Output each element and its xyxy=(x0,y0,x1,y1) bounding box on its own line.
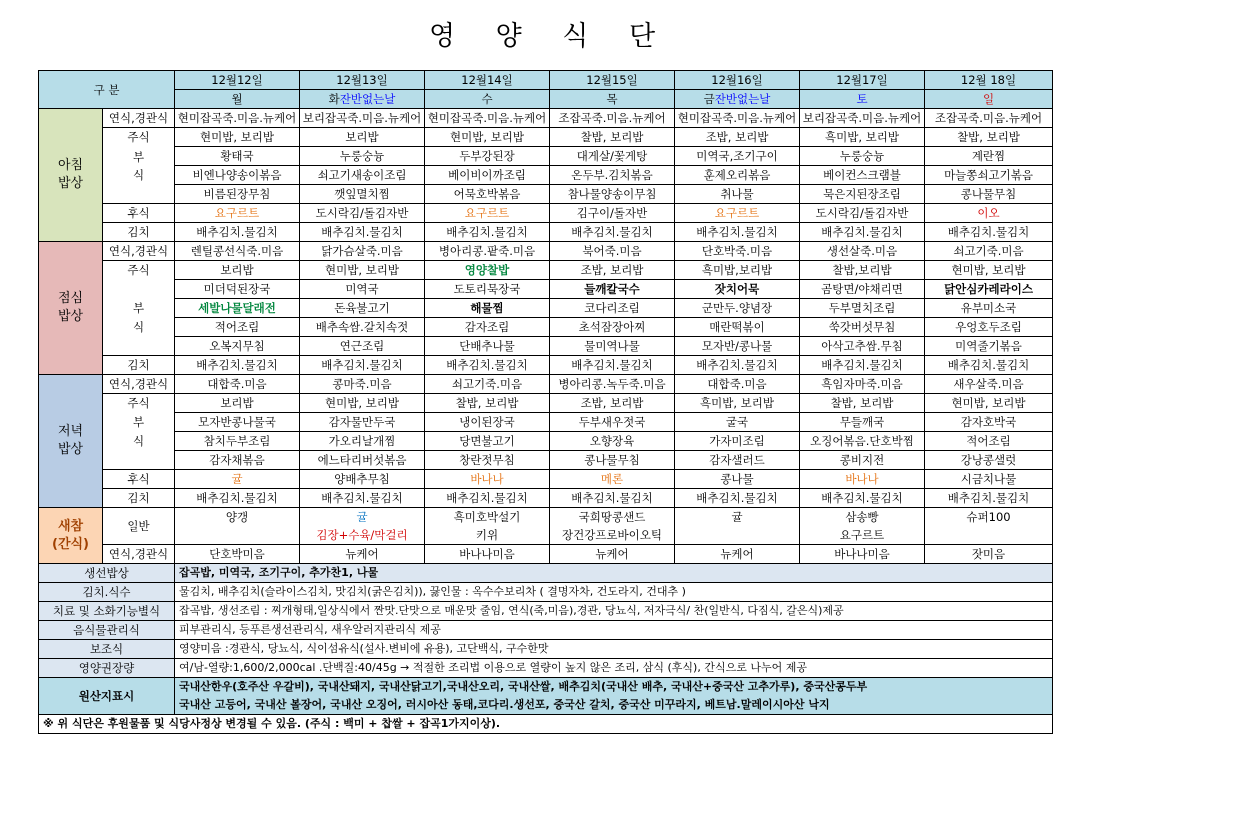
menu-item: 적어조림 xyxy=(175,318,300,337)
menu-item: 귤 xyxy=(300,508,425,527)
header-date: 12월17일 xyxy=(800,71,925,90)
day-note: 잔반없는날 xyxy=(714,92,771,106)
menu-item: 현미밥, 보리밥 xyxy=(300,394,425,413)
menu-item: 감자호박국 xyxy=(925,413,1053,432)
menu-item: 귤 xyxy=(675,508,800,527)
dinner-meal-label xyxy=(39,375,103,508)
menu-item: 유부미소국 xyxy=(925,299,1053,318)
header-day xyxy=(550,90,675,109)
menu-item: 요구르트 xyxy=(425,204,550,223)
header-day xyxy=(175,90,300,109)
category-label: 김치 xyxy=(103,356,175,375)
menu-item: 두부멸치조림 xyxy=(800,299,925,318)
category-label xyxy=(103,147,175,185)
menu-item: 배추김치.물김치 xyxy=(300,223,425,242)
menu-item: 바나나 xyxy=(800,470,925,489)
menu-item: 우엉호두조림 xyxy=(925,318,1053,337)
menu-item: 잣미음 xyxy=(925,545,1053,564)
info-text: 물김치, 배추김치(슬라이스김치, 맛김치(굵은김치)), 끓인물 : 옥수수보리차 ( 결명자차, 건도라지, 건대추 ) xyxy=(175,583,1053,602)
menu-item: 도시락김/돌김자반 xyxy=(800,204,925,223)
menu-item: 양갱 xyxy=(175,508,300,527)
menu-item: 무들깨국 xyxy=(800,413,925,432)
category-label: 식 xyxy=(103,432,175,451)
menu-item: 황태국 xyxy=(175,147,300,166)
menu-item: 귤 xyxy=(175,470,300,489)
menu-item: 현미밥, 보리밥 xyxy=(175,128,300,147)
menu-item: 모자반콩나물국 xyxy=(175,413,300,432)
menu-item: 에느타리버섯볶음 xyxy=(300,451,425,470)
info-text: 잡곡밥, 미역국, 조기구이, 추가찬1, 나물 xyxy=(175,564,1053,583)
menu-item: 감자조림 xyxy=(425,318,550,337)
category-label: 후식 xyxy=(103,470,175,489)
menu-item: 배추김치.물김치 xyxy=(800,223,925,242)
menu-item: 배추김치.물김치 xyxy=(550,223,675,242)
menu-item: 온두부.김치볶음 xyxy=(550,166,675,185)
menu-item: 조밥, 보리밥 xyxy=(550,394,675,413)
menu-item: 단호박미음 xyxy=(175,545,300,564)
menu-item: 새우살죽.미음 xyxy=(925,375,1053,394)
menu-item: 배추김치.물김치 xyxy=(175,489,300,508)
menu-item: 배추속쌈.갈치속젓 xyxy=(300,318,425,337)
menu-item: 강낭콩샐럿 xyxy=(925,451,1053,470)
category-label: 부 xyxy=(103,413,175,432)
header-day xyxy=(800,90,925,109)
menu-item: 아삭고추쌈.무침 xyxy=(800,337,925,356)
menu-item: 닭안심카레라이스 xyxy=(925,280,1053,299)
day-label: 월 xyxy=(231,92,243,106)
menu-item: 김구이/돌자반 xyxy=(550,204,675,223)
menu-item: 콩나물무침 xyxy=(925,185,1053,204)
menu-item: 키위 xyxy=(425,526,550,545)
menu-item xyxy=(925,526,1053,545)
footnote: ※ 위 식단은 후원물품 및 식당사정상 변경될 수 있음. (주식 : 백미 + 찹쌀 + 잡곡1가지이상). xyxy=(39,715,1053,734)
menu-item: 보리밥 xyxy=(300,128,425,147)
meal-label-line: 아침 xyxy=(57,158,84,173)
menu-item: 매란떡볶이 xyxy=(675,318,800,337)
menu-item: 가자미조림 xyxy=(675,432,800,451)
menu-item: 뉴케어 xyxy=(675,545,800,564)
meal-label-line: 점심 xyxy=(57,291,84,306)
info-label: 음식물관리식 xyxy=(39,621,175,640)
meal-label-line: 밥상 xyxy=(57,309,84,324)
menu-item: 배추김치.물김치 xyxy=(675,356,800,375)
menu-item: 비엔나양송이볶음 xyxy=(175,166,300,185)
menu-item: 두부강된장 xyxy=(425,147,550,166)
header-date: 12월14일 xyxy=(425,71,550,90)
menu-item: 닭가슴살죽.미음 xyxy=(300,242,425,261)
menu-item: 배추김치.물김치 xyxy=(425,489,550,508)
menu-item: 누룽숭늉 xyxy=(800,147,925,166)
menu-item: 배추김치.물김치 xyxy=(925,223,1053,242)
page-title: 영 양 식 단 xyxy=(428,21,672,52)
menu-item: 현미잡곡죽.미음.뉴케어 xyxy=(425,109,550,128)
menu-item: 바나나미음 xyxy=(425,545,550,564)
menu-item: 단배추나물 xyxy=(425,337,550,356)
menu-item: 대게살/꽃게탕 xyxy=(550,147,675,166)
menu-item xyxy=(675,526,800,545)
menu-item: 병아리콩.팥죽.미음 xyxy=(425,242,550,261)
menu-item: 찰밥, 보리밥 xyxy=(800,394,925,413)
menu-item: 생선살죽.미음 xyxy=(800,242,925,261)
info-text: 여/남-열량:1,600/2,000cal .단백질:40/45g → 적절한 조리법 이용으로 열량이 높지 않은 조리, 삼식 (후식), 간식으로 나누어 제공 xyxy=(175,659,1053,678)
category-label xyxy=(103,280,175,299)
menu-item: 보리잡곡죽.미음.뉴케어 xyxy=(800,109,925,128)
menu-item: 렌틸콩선식죽.미음 xyxy=(175,242,300,261)
info-label: 김치.식수 xyxy=(39,583,175,602)
menu-item: 배추김치.물김치 xyxy=(300,489,425,508)
menu-item: 뉴케어 xyxy=(550,545,675,564)
menu-item: 쇠고기새송이조림 xyxy=(300,166,425,185)
menu-item: 오향장육 xyxy=(550,432,675,451)
category-label xyxy=(103,337,175,356)
menu-item: 찰밥,보리밥 xyxy=(800,261,925,280)
category-label: 주식 xyxy=(103,128,175,147)
menu-item: 곰탕면/야채리면 xyxy=(800,280,925,299)
menu-item: 양배추무침 xyxy=(300,470,425,489)
header-date: 12월13일 xyxy=(300,71,425,90)
menu-item: 보리밥 xyxy=(175,261,300,280)
category-label: 연식,경관식 xyxy=(103,242,175,261)
menu-item: 베이비이까조림 xyxy=(425,166,550,185)
menu-item: 바나나미음 xyxy=(800,545,925,564)
menu-item: 오복지무침 xyxy=(175,337,300,356)
info-text: 잡곡밥, 생선조림 : 찌개형태,일상식에서 짠맛.단맛으로 매운맛 줄임, 연식(죽,미음),경관, 당뇨식, 저자극식/ 찬(일반식, 다짐식, 갈은식)제공 xyxy=(175,602,1053,621)
menu-item: 콩비지전 xyxy=(800,451,925,470)
info-label: 영양권장량 xyxy=(39,659,175,678)
menu-item: 배추김치.물김치 xyxy=(800,356,925,375)
menu-item: 배추김치.물김치 xyxy=(550,356,675,375)
menu-item: 조밥, 보리밥 xyxy=(675,128,800,147)
menu-item: 요구르트 xyxy=(800,526,925,545)
menu-item: 취나물 xyxy=(675,185,800,204)
menu-item: 콩나물무침 xyxy=(550,451,675,470)
menu-item: 깻잎멸치찜 xyxy=(300,185,425,204)
menu-item: 적어조림 xyxy=(925,432,1053,451)
menu-item: 찰밥, 보리밥 xyxy=(925,128,1053,147)
header-date: 12월 18일 xyxy=(925,71,1053,90)
category-label: 일반 xyxy=(103,508,175,545)
menu-item: 배추김치.물김치 xyxy=(925,356,1053,375)
menu-item: 배추김치.물김치 xyxy=(675,223,800,242)
menu-item: 잣치어묵 xyxy=(675,280,800,299)
menu-item: 배추김치.물김치 xyxy=(925,489,1053,508)
menu-item: 흑미밥, 보리밥 xyxy=(800,128,925,147)
menu-item: 콩나물 xyxy=(675,470,800,489)
menu-item: 병아리콩.녹두죽.미음 xyxy=(550,375,675,394)
header-day xyxy=(925,90,1053,109)
menu-item: 미더덕된장국 xyxy=(175,280,300,299)
meal-label-line: 저녁 xyxy=(57,424,84,439)
menu-item: 요구르트 xyxy=(175,204,300,223)
menu-item: 참나물양송이무침 xyxy=(550,185,675,204)
menu-item: 당면불고기 xyxy=(425,432,550,451)
menu-item: 흑임자마죽.미음 xyxy=(800,375,925,394)
menu-item: 현미잡곡죽.미음.뉴케어 xyxy=(175,109,300,128)
menu-item: 세발나물달래전 xyxy=(175,299,300,318)
info-text: 영양미음 :경관식, 당뇨식, 식이섬유식(설사.변비에 유용), 고단백식, 구수한맛 xyxy=(175,640,1053,659)
header-day xyxy=(300,90,425,109)
menu-item: 북어죽.미음 xyxy=(550,242,675,261)
menu-item: 장건강프로바이오틱 xyxy=(550,526,675,545)
menu-item: 묵은지된장조림 xyxy=(800,185,925,204)
menu-item: 미역국 xyxy=(300,280,425,299)
menu-item: 쇠고기죽.미음 xyxy=(925,242,1053,261)
menu-item: 배추김치.물김치 xyxy=(800,489,925,508)
menu-item: 물미역나물 xyxy=(550,337,675,356)
meal-label-line: 밥상 xyxy=(57,176,84,191)
menu-item: 돈육불고기 xyxy=(300,299,425,318)
menu-item: 해물찜 xyxy=(425,299,550,318)
menu-item: 삼송빵 xyxy=(800,508,925,527)
menu-item: 감자채볶음 xyxy=(175,451,300,470)
day-note: 토 xyxy=(856,92,868,106)
menu-item: 보리밥 xyxy=(175,394,300,413)
menu-item: 코다리조림 xyxy=(550,299,675,318)
menu-item: 마늘쫑쇠고기볶음 xyxy=(925,166,1053,185)
menu-item: 단호박죽.미음 xyxy=(675,242,800,261)
menu-item: 미역줄기볶음 xyxy=(925,337,1053,356)
menu-item: 조잡곡죽.미음.뉴케어 xyxy=(550,109,675,128)
day-note: 잔반없는날 xyxy=(339,92,396,106)
menu-item: 흑미밥, 보리밥 xyxy=(675,394,800,413)
menu-item: 흑미밥,보리밥 xyxy=(675,261,800,280)
category-label: 후식 xyxy=(103,204,175,223)
menu-item xyxy=(175,526,300,545)
info-text: 피부관리식, 등푸른생선관리식, 새우알러지관리식 제공 xyxy=(175,621,1053,640)
menu-item: 감자샐러드 xyxy=(675,451,800,470)
menu-item: 요구르트 xyxy=(675,204,800,223)
menu-item: 가오리날개찜 xyxy=(300,432,425,451)
day-label: 화 xyxy=(328,92,340,106)
menu-item: 오징어볶음.단호박찜 xyxy=(800,432,925,451)
menu-item: 보리잡곡죽.미음.뉴케어 xyxy=(300,109,425,128)
menu-item: 대합죽.미음 xyxy=(675,375,800,394)
menu-item: 참치두부조림 xyxy=(175,432,300,451)
menu-item: 배추김치.물김치 xyxy=(675,489,800,508)
menu-item: 뉴케어 xyxy=(300,545,425,564)
menu-item: 대합죽.미음 xyxy=(175,375,300,394)
menu-item: 김장+수육/막걸리 xyxy=(300,526,425,545)
menu-item: 현미잡곡죽.미음.뉴케어 xyxy=(675,109,800,128)
header-day xyxy=(675,90,800,109)
category-label xyxy=(103,451,175,470)
menu-item: 바나나 xyxy=(425,470,550,489)
header-date: 12월16일 xyxy=(675,71,800,90)
menu-item: 배추김치.물김치 xyxy=(175,356,300,375)
menu-item: 메론 xyxy=(550,470,675,489)
menu-item: 모자반/콩나물 xyxy=(675,337,800,356)
category-label: 김치 xyxy=(103,489,175,508)
menu-item: 현미밥, 보리밥 xyxy=(925,261,1053,280)
menu-item: 어묵호박볶음 xyxy=(425,185,550,204)
menu-item: 누룽숭늉 xyxy=(300,147,425,166)
menu-item: 국희땅콩샌드 xyxy=(550,508,675,527)
category-label: 김치 xyxy=(103,223,175,242)
menu-item: 초석잠장아찌 xyxy=(550,318,675,337)
meal-label-line: (간식) xyxy=(52,536,89,552)
category-label: 연식,경관식 xyxy=(103,545,175,564)
menu-item: 이오 xyxy=(925,204,1053,223)
menu-item: 훈제오리볶음 xyxy=(675,166,800,185)
menu-item: 군만두.양념장 xyxy=(675,299,800,318)
menu-item: 들깨칼국수 xyxy=(550,280,675,299)
menu-item: 배추김치.물김치 xyxy=(425,356,550,375)
meal-label-line: 새참 xyxy=(57,518,84,534)
header-label: 구 분 xyxy=(39,71,175,109)
menu-item: 찰밥, 보리밥 xyxy=(425,394,550,413)
day-label: 수 xyxy=(481,92,493,106)
meal-label-line: 밥상 xyxy=(57,442,84,457)
menu-item: 영양찰밥 xyxy=(425,261,550,280)
menu-item: 굴국 xyxy=(675,413,800,432)
menu-item: 미역국,조기구이 xyxy=(675,147,800,166)
side-label-line: 식 xyxy=(132,167,145,182)
origin-label: 원산지표시 xyxy=(39,678,175,715)
category-label: 주식 xyxy=(103,394,175,413)
menu-item: 찰밥, 보리밥 xyxy=(550,128,675,147)
menu-item: 현미밥, 보리밥 xyxy=(425,128,550,147)
header-date: 12월12일 xyxy=(175,71,300,90)
menu-item: 조밥, 보리밥 xyxy=(550,261,675,280)
menu-item: 현미밥, 보리밥 xyxy=(300,261,425,280)
menu-item: 쇠고기죽.미음 xyxy=(425,375,550,394)
snack-meal-label xyxy=(39,508,103,564)
category-label: 주식 xyxy=(103,261,175,280)
menu-item: 창란젓무침 xyxy=(425,451,550,470)
meal-plan-table xyxy=(38,70,1053,734)
category-label: 부 xyxy=(103,299,175,318)
menu-item: 냉이된장국 xyxy=(425,413,550,432)
menu-item: 배추김치.물김치 xyxy=(550,489,675,508)
menu-item: 조잡곡죽.미음.뉴케어 xyxy=(925,109,1053,128)
info-label: 치료 및 소화기능별식 xyxy=(39,602,175,621)
category-label: 연식,경관식 xyxy=(103,375,175,394)
menu-item: 현미밥, 보리밥 xyxy=(925,394,1053,413)
info-label: 생선밥상 xyxy=(39,564,175,583)
side-label-line: 부 xyxy=(132,149,145,164)
day-label: 일 xyxy=(982,92,995,106)
category-label: 연식,경관식 xyxy=(103,109,175,128)
category-label xyxy=(103,185,175,204)
menu-item: 시금치나물 xyxy=(925,470,1053,489)
menu-item: 쑥갓버섯무침 xyxy=(800,318,925,337)
menu-item: 두부새우젓국 xyxy=(550,413,675,432)
menu-item: 배추김치.물김치 xyxy=(425,223,550,242)
breakfast-meal-label xyxy=(39,109,103,242)
menu-item: 슈퍼100 xyxy=(925,508,1053,527)
menu-item: 배추김치.물김치 xyxy=(300,356,425,375)
menu-item: 도시락김/돌김자반 xyxy=(300,204,425,223)
day-label: 목 xyxy=(606,92,618,106)
lunch-meal-label xyxy=(39,242,103,375)
menu-item: 콩마죽.미음 xyxy=(300,375,425,394)
menu-item: 연근조림 xyxy=(300,337,425,356)
menu-item: 도토리묵장국 xyxy=(425,280,550,299)
menu-item: 배추김치.물김치 xyxy=(175,223,300,242)
info-label: 보조식 xyxy=(39,640,175,659)
menu-item: 계란찜 xyxy=(925,147,1053,166)
day-label: 금 xyxy=(703,92,715,106)
header-date: 12월15일 xyxy=(550,71,675,90)
menu-item: 비름된장무침 xyxy=(175,185,300,204)
menu-item: 감자물만두국 xyxy=(300,413,425,432)
menu-item: 베이컨스크램블 xyxy=(800,166,925,185)
header-day xyxy=(425,90,550,109)
menu-item: 흑미호박설기 xyxy=(425,508,550,527)
origin-line: 국내산한우(호주산 우갈비), 국내산돼지, 국내산닭고기,국내산오리, 국내산쌀, 배추김치(국내산 배추, 국내산+중국산 고추가루), 중국산콩두부 xyxy=(175,678,1053,697)
origin-line: 국내산 고등어, 국내산 볼장어, 국내산 오징어, 러시아산 동태,코다리.생선포, 중국산 갈치, 중국산 미꾸라지, 베트남.말레이시아산 낙지 xyxy=(175,696,1053,715)
category-label: 식 xyxy=(103,318,175,337)
